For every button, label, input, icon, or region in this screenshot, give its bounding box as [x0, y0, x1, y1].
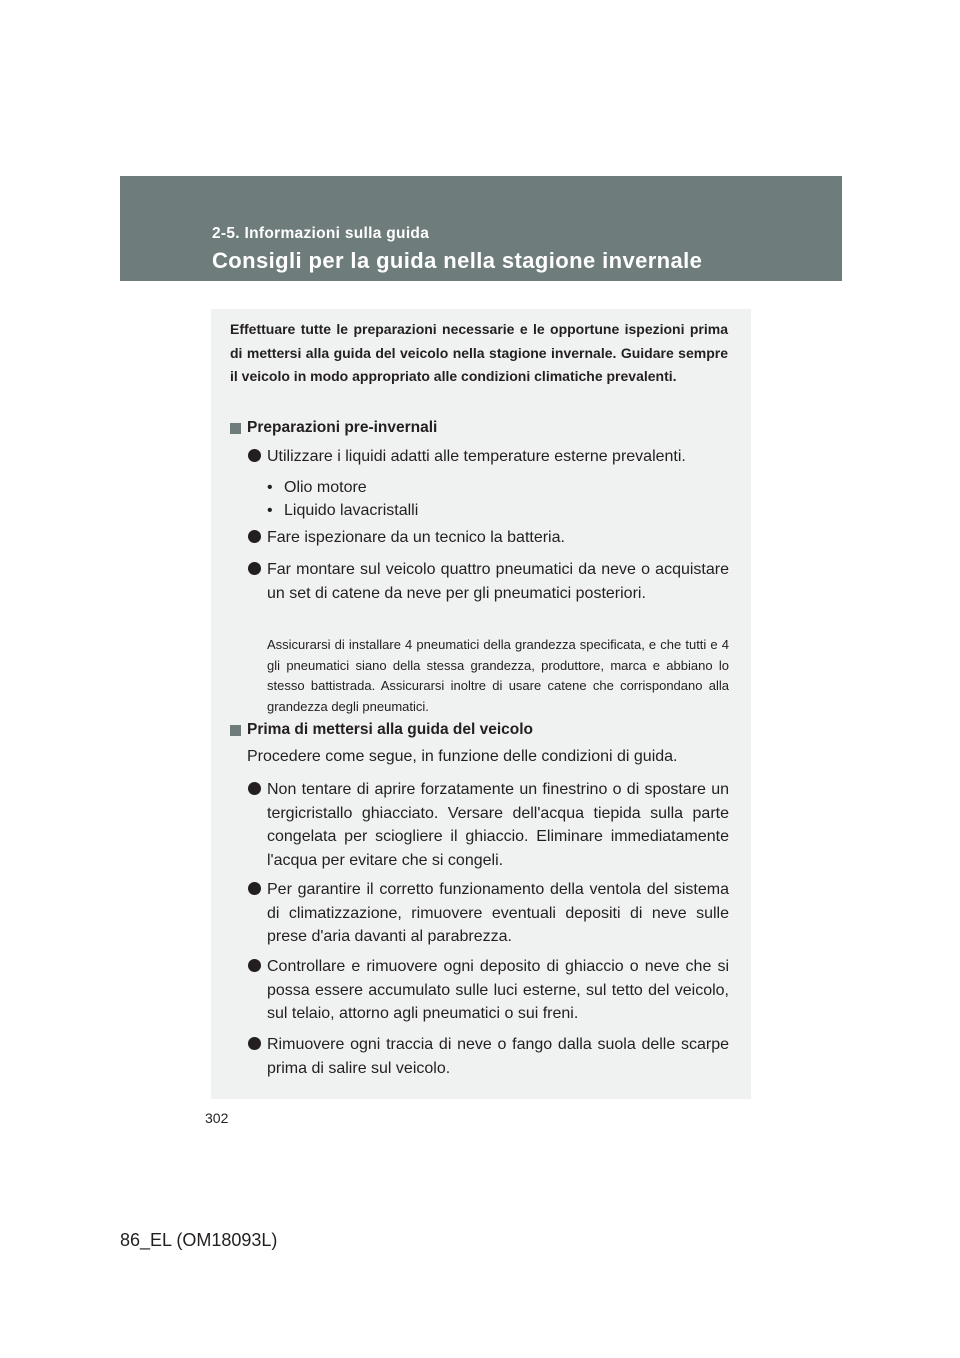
bullet-item — [247, 1033, 729, 1080]
bullet-text: Rimuovere ogni traccia di neve o fango dalla suola delle scarpe prima di salire sul veicolo. — [267, 1036, 729, 1077]
bullet-text: Utilizzare i liquidi adatti alle temperature esterne prevalenti. — [267, 448, 686, 465]
bullet-item — [247, 955, 729, 1026]
sub-item-text: Liquido lavacristalli — [284, 502, 419, 519]
page-title: Consigli per la guida nella stagione invernale — [212, 248, 703, 273]
round-bullet-icon — [247, 558, 267, 582]
round-bullet-icon — [247, 1033, 267, 1057]
heading-before-driving — [230, 721, 533, 739]
round-bullet-icon — [247, 778, 267, 802]
square-bullet-icon — [230, 423, 241, 434]
heading-pre-winter — [230, 419, 437, 437]
bullet-text: Non tentare di aprire forzatamente un finestrino o di spostare un tergicristallo ghiacciato. Versare dell'acqua tiepida sulla parte congelata per sciogliere il ghiaccio. Eliminare immediatamente l'acqua per evitare che si congeli. — [267, 781, 729, 869]
bullet-text: Fare ispezionare da un tecnico la batteria. — [267, 529, 565, 546]
sub-item — [267, 499, 418, 523]
round-bullet-icon — [247, 445, 267, 469]
round-bullet-icon — [247, 878, 267, 902]
bullet-item — [247, 558, 729, 605]
lead-paragraph: Procedere come segue, in funzione delle condizioni di guida. — [247, 748, 678, 765]
bullet-text: Controllare e rimuovere ogni deposito di ghiaccio o neve che si possa essere accumulato sulle luci esterne, sul tetto del veicolo, sul telaio, attorno agli pneumatici o sui freni. — [267, 958, 729, 1022]
sub-item-text: Olio motore — [284, 479, 367, 496]
footer-code: 86_EL (OM18093L) — [120, 1230, 278, 1250]
chapter-header — [120, 176, 842, 281]
round-bullet-icon — [247, 955, 267, 979]
heading-text: Preparazioni pre-invernali — [247, 419, 438, 436]
dot-marker-icon: • — [267, 502, 273, 519]
bullet-item — [247, 445, 729, 469]
heading-text: Prima di mettersi alla guida del veicolo — [247, 721, 533, 738]
tire-note: Assicurarsi di installare 4 pneumatici della grandezza specificata, e che tutti e 4 gli pneumatici siano della stessa grandezza, produttore, marca e abbiano lo stesso battistrada. Assicurarsi inoltre di usare catene che corrispondano alla grandezza degli pneumatici. — [267, 637, 729, 714]
intro-paragraph: Effettuare tutte le preparazioni necessarie e le opportune ispezioni prima di mettersi alla guida del veicolo nella stagione invernale. Guidare sempre il veicolo in modo appropriato alle condizioni climatiche prevalenti. — [230, 321, 728, 384]
bullet-text: Per garantire il corretto funzionamento della ventola del sistema di climatizzazione, rimuovere eventuali depositi di neve sulle prese d'aria davanti al parabrezza. — [267, 881, 729, 945]
bullet-item — [247, 878, 729, 949]
square-bullet-icon — [230, 725, 241, 736]
bullet-text: Far montare sul veicolo quattro pneumatici da neve o acquistare un set di catene da neve per gli pneumatici posteriori. — [267, 561, 729, 602]
content-panel — [211, 309, 751, 1099]
section-label: 2-5. Informazioni sulla guida — [212, 225, 430, 242]
dot-marker-icon: • — [267, 479, 273, 496]
page-number: 302 — [205, 1110, 229, 1126]
bullet-item — [247, 778, 729, 872]
bullet-item — [247, 526, 729, 550]
round-bullet-icon — [247, 526, 267, 550]
sub-item — [267, 476, 367, 500]
